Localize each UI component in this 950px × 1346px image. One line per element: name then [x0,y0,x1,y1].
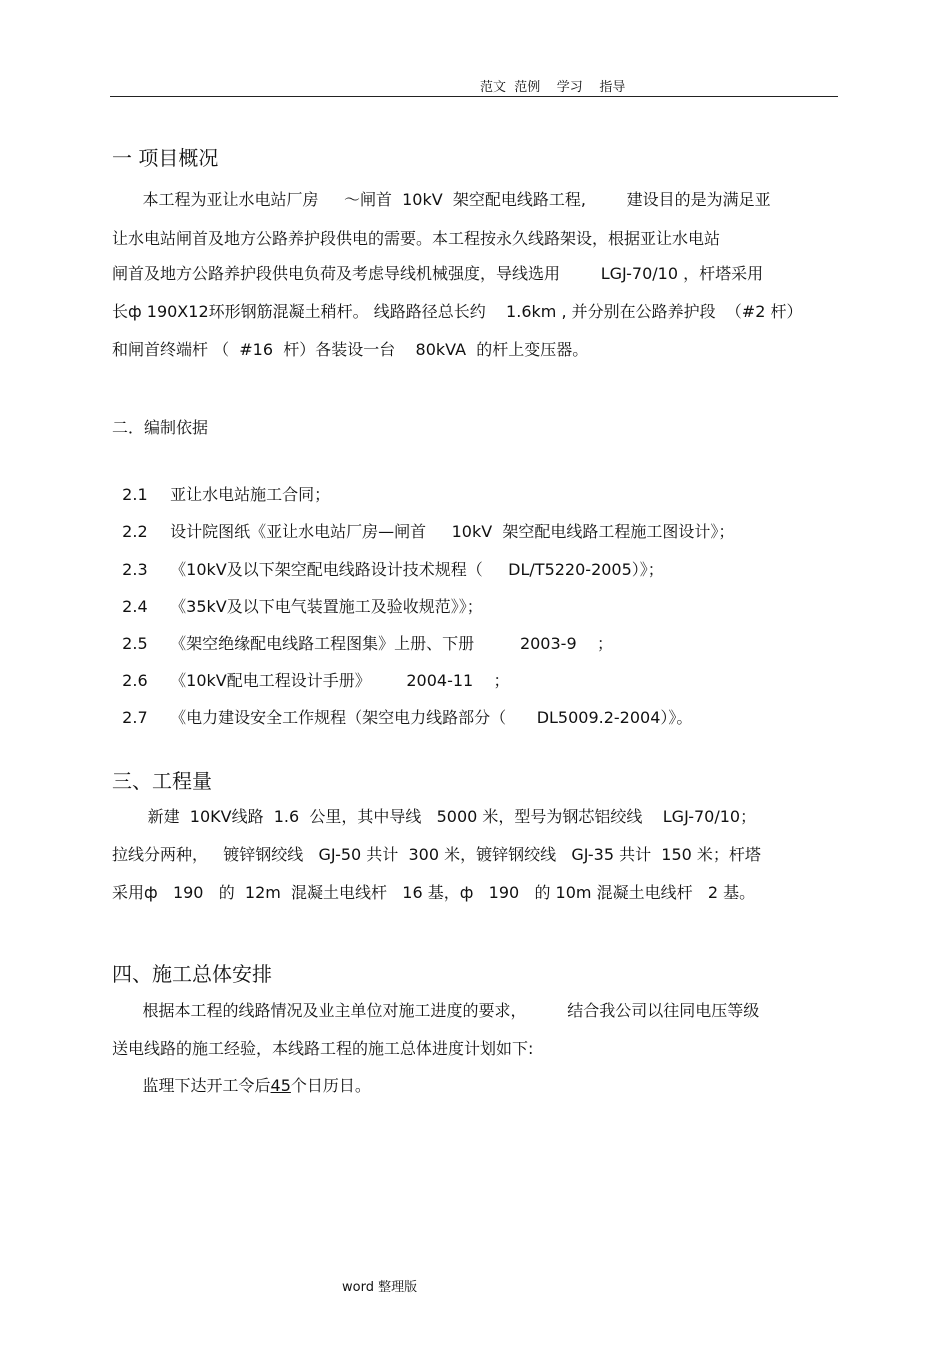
reference-text: 《10kV及以下架空配电线路设计技术规程（ DL/T5220-2005）》； [170,560,664,579]
section-4-schedule-line [112,1076,371,1096]
section-3-line-1: 新建 10KV线路 1.6 公里，其中导线 5000 米，型号为钢芯铝绞线 LGJ-70/10； [112,807,757,826]
reference-number: 2.3 [122,560,148,579]
section-1-line-3: 闸首及地方公路养护段供电负荷及考虑导线机械强度，导线选用 LGJ-70/10 ，杆塔采用 [112,264,764,283]
reference-text: 设计院图纸《亚让水电站厂房—闸首 10kV 架空配电线路工程施工图设计》； [170,522,735,541]
schedule-prefix: 监理下达开工令后 [112,1076,271,1095]
section-4-title: 四、施工总体安排 [112,962,272,986]
section-2-title: 二．编制依据 [112,418,209,437]
reference-number: 2.7 [122,708,148,727]
reference-item [112,465,330,505]
section-3-line-2: 拉线分两种， 镀锌钢绞线 GJ-50 共计 300 米，镀锌钢绞线 GJ-35 共计 150 米；杆塔 [112,845,761,864]
reference-number: 2.5 [122,634,148,653]
reference-item [112,502,734,542]
header-divider [110,96,838,97]
reference-item [112,614,613,654]
reference-number: 2.1 [122,485,148,504]
reference-item [112,577,483,617]
page-header: 范文 范例 学习 指导 [480,80,626,95]
reference-item [112,651,510,691]
reference-number: 2.4 [122,597,148,616]
section-1-line-1: 本工程为亚让水电站厂房 ～闸首 10kV 架空配电线路工程, 建设目的是为满足亚 [112,190,771,209]
reference-text: 《35kV及以下电气装置施工及验收规范》》； [170,597,483,616]
schedule-suffix: 个日历日。 [290,1076,371,1095]
section-3-title: 三、工程量 [112,769,212,793]
section-1-title: 一 项目概况 [112,146,219,170]
section-1-line-4: 长ф 190X12环形钢筋混凝土稍杆。 线路路径总长约 1.6km , 并分别在公路养护段 （#2 杆） [112,302,803,321]
schedule-days: 45 [270,1076,291,1095]
reference-text: 《电力建设安全工作规程（架空电力线路部分（ DL5009.2-2004）》。 [170,708,693,727]
reference-item [112,540,664,580]
reference-number: 2.6 [122,671,148,690]
reference-text: 《10kV配电工程设计手册》 2004-11 ； [170,671,510,690]
section-4-line-2: 送电线路的施工经验，本线路工程的施工总体进度计划如下: [112,1039,534,1058]
reference-text: 亚让水电站施工合同； [170,485,331,504]
section-1-line-5: 和闸首终端杆 （ #16 杆）各装设一台 80kVA 的杆上变压器。 [112,340,589,359]
reference-number: 2.2 [122,522,148,541]
reference-item [112,688,692,728]
reference-text: 《架空绝缘配电线路工程图集》上册、下册 2003-9 ； [170,634,613,653]
section-1-line-2: 让水电站闸首及地方公路养护段供电的需要。本工程按永久线路架设，根据亚让水电站 [112,229,721,248]
section-3-line-3: 采用ф 190 的 12m 混凝土电线杆 16 基，ф 190 的 10m 混凝土电线杆 2 基。 [112,883,756,902]
section-4-line-1: 根据本工程的线路情况及业主单位对施工进度的要求， 结合我公司以往同电压等级 [112,1001,760,1020]
page-footer: word 整理版 [342,1280,418,1295]
